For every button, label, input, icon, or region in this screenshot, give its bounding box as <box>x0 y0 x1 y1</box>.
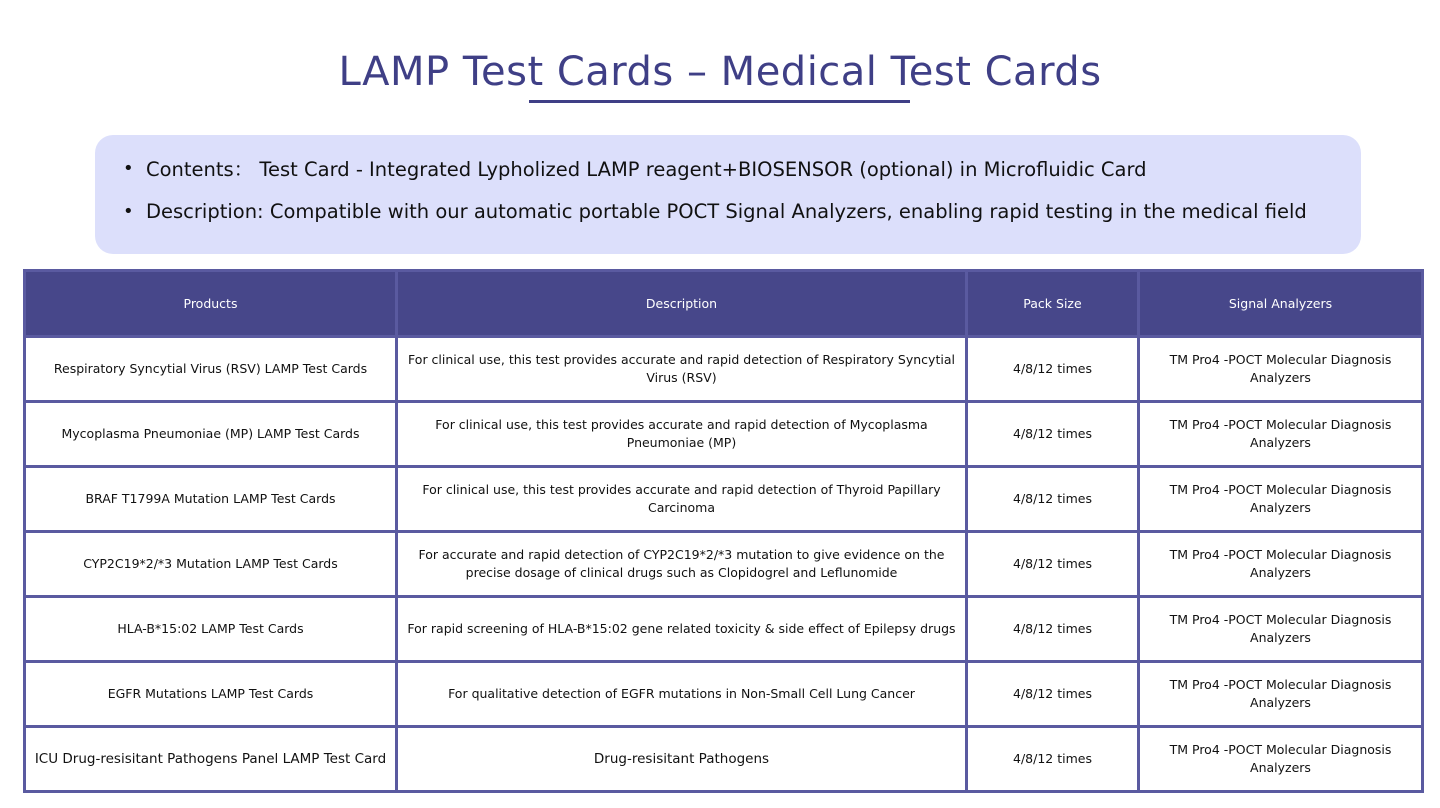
column-header-description: Description <box>397 271 967 337</box>
description-cell: For clinical use, this test provides accurate and rapid detection of Thyroid Papillary Carcinoma <box>397 467 967 532</box>
pack-size-cell: 4/8/12 times <box>967 337 1139 402</box>
table-row <box>25 727 1423 792</box>
description-cell: For accurate and rapid detection of CYP2C19*2/*3 mutation to give evidence on the precise dosage of clinical drugs such as Clopidogrel and Leflunomide <box>397 532 967 597</box>
page-title: LAMP Test Cards – Medical Test Cards <box>338 49 1102 95</box>
summary-item-text: Contents： Test Card - Integrated Lypholized LAMP reagent+BIOSENSOR (optional) in Microfluidic Card <box>146 158 1147 181</box>
summary-item-contents <box>123 151 1361 185</box>
table-header-row <box>25 271 1423 337</box>
description-cell: For qualitative detection of EGFR mutations in Non-Small Cell Lung Cancer <box>397 662 967 727</box>
product-cell: HLA-B*15:02 LAMP Test Cards <box>25 597 397 662</box>
product-cell: EGFR Mutations LAMP Test Cards <box>25 662 397 727</box>
pack-size-cell: 4/8/12 times <box>967 597 1139 662</box>
analyzer-cell: TM Pro4 -POCT Molecular Diagnosis Analyzers <box>1139 597 1423 662</box>
summary-item-description <box>123 194 1361 228</box>
table-row <box>25 597 1423 662</box>
analyzer-cell: TM Pro4 -POCT Molecular Diagnosis Analyzers <box>1139 532 1423 597</box>
products-table <box>23 269 1424 793</box>
description-cell: Drug-resisitant Pathogens <box>397 727 967 792</box>
pack-size-cell: 4/8/12 times <box>967 662 1139 727</box>
column-header-signal-analyzers: Signal Analyzers <box>1139 271 1423 337</box>
table-row <box>25 402 1423 467</box>
table-row <box>25 662 1423 727</box>
pack-size-cell: 4/8/12 times <box>967 532 1139 597</box>
bullet-icon: • <box>123 200 134 222</box>
product-cell: BRAF T1799A Mutation LAMP Test Cards <box>25 467 397 532</box>
table-row <box>25 467 1423 532</box>
pack-size-cell: 4/8/12 times <box>967 467 1139 532</box>
bullet-icon: • <box>123 157 134 179</box>
product-cell: Respiratory Syncytial Virus (RSV) LAMP Test Cards <box>25 337 397 402</box>
table-row <box>25 532 1423 597</box>
description-cell: For rapid screening of HLA-B*15:02 gene related toxicity & side effect of Epilepsy drugs <box>397 597 967 662</box>
column-header-pack-size: Pack Size <box>967 271 1139 337</box>
analyzer-cell: TM Pro4 -POCT Molecular Diagnosis Analyzers <box>1139 337 1423 402</box>
summary-box <box>95 135 1361 254</box>
column-header-products: Products <box>25 271 397 337</box>
summary-item-text: Description: Compatible with our automatic portable POCT Signal Analyzers, enabling rapid testing in the medical field <box>146 199 1307 223</box>
product-cell: ICU Drug-resisitant Pathogens Panel LAMP Test Card <box>25 727 397 792</box>
description-cell: For clinical use, this test provides accurate and rapid detection of Mycoplasma Pneumoniae (MP) <box>397 402 967 467</box>
analyzer-cell: TM Pro4 -POCT Molecular Diagnosis Analyzers <box>1139 662 1423 727</box>
analyzer-cell: TM Pro4 -POCT Molecular Diagnosis Analyzers <box>1139 467 1423 532</box>
description-cell: For clinical use, this test provides accurate and rapid detection of Respiratory Syncytial Virus (RSV) <box>397 337 967 402</box>
product-cell: Mycoplasma Pneumoniae (MP) LAMP Test Cards <box>25 402 397 467</box>
analyzer-cell: TM Pro4 -POCT Molecular Diagnosis Analyzers <box>1139 727 1423 792</box>
title-underline <box>529 100 910 103</box>
product-cell: CYP2C19*2/*3 Mutation LAMP Test Cards <box>25 532 397 597</box>
pack-size-cell: 4/8/12 times <box>967 402 1139 467</box>
pack-size-cell: 4/8/12 times <box>967 727 1139 792</box>
analyzer-cell: TM Pro4 -POCT Molecular Diagnosis Analyzers <box>1139 402 1423 467</box>
table-row <box>25 337 1423 402</box>
